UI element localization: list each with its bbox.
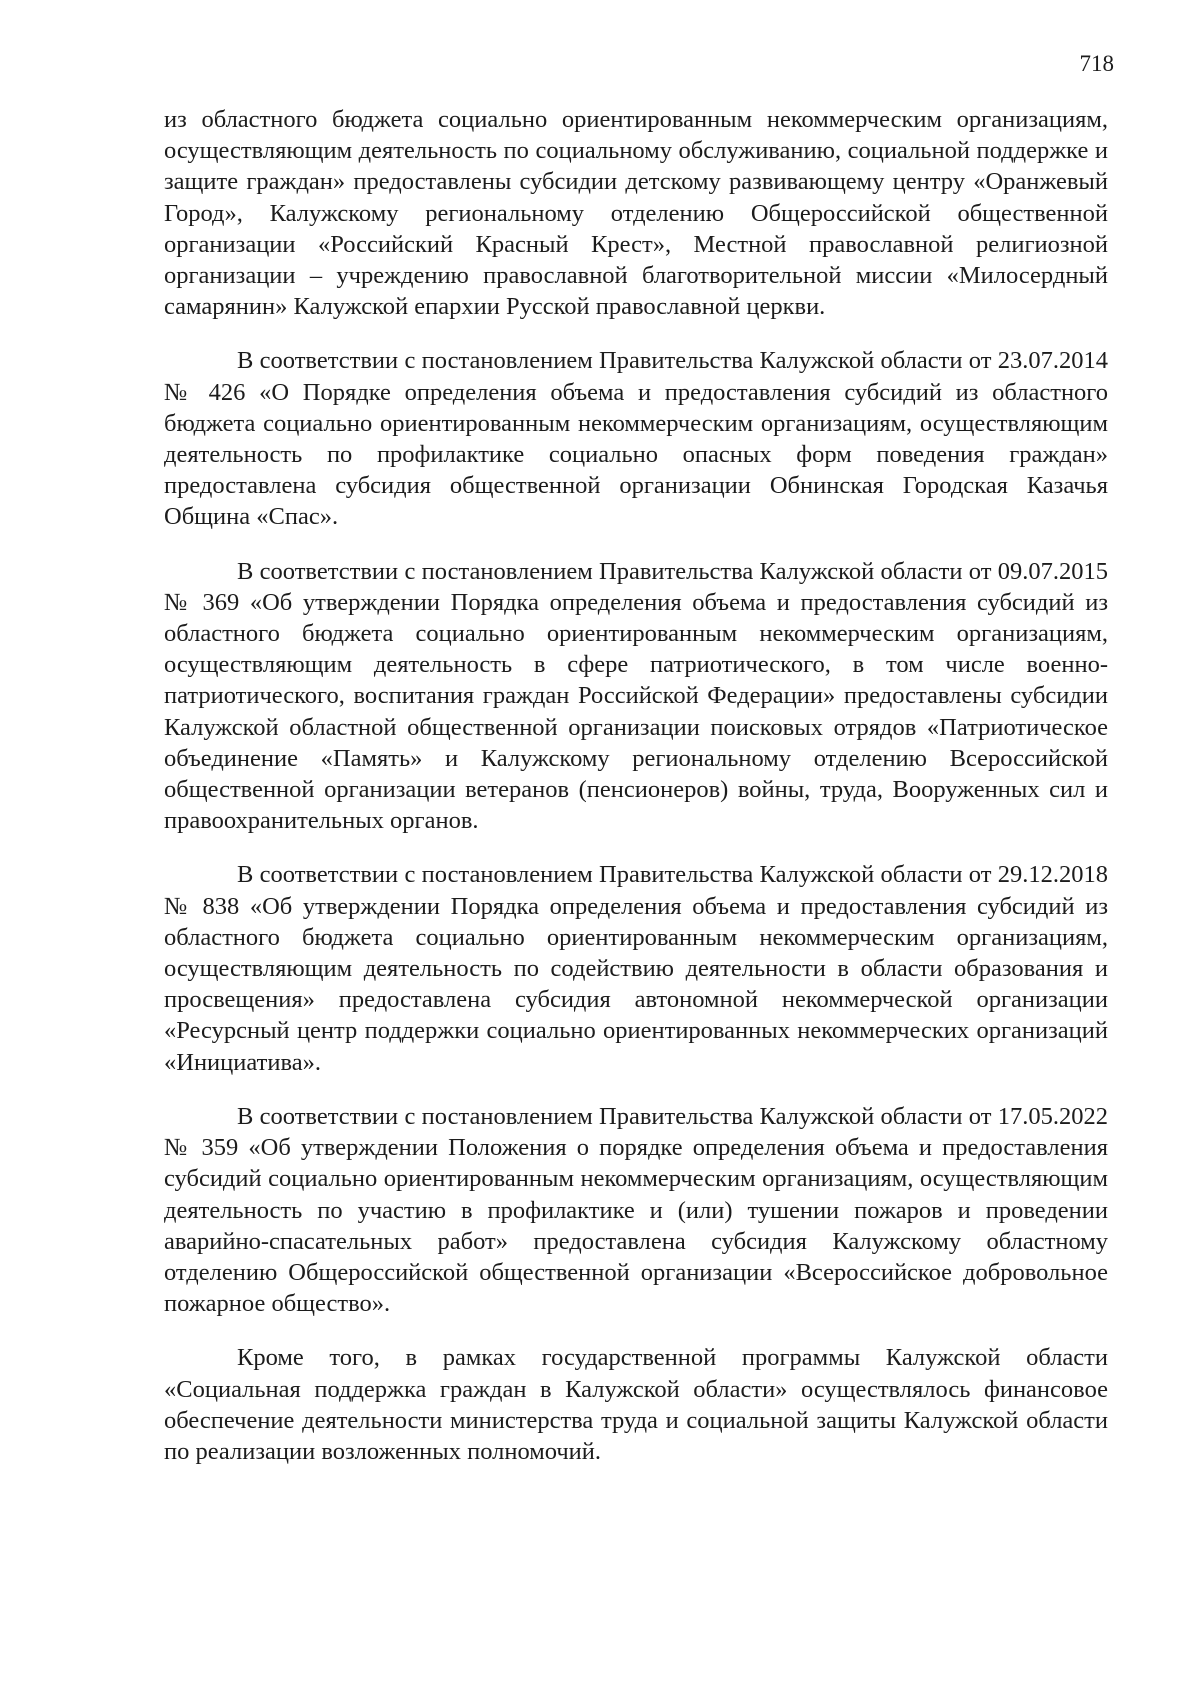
paragraph-decree-369: В соответствии с постановлением Правительства Калужской области от 09.07.2015 № 369 «Об утверждении Порядка определения объема и предоставления субсидий из областного бюджета социально ориентированным некоммерческим организациям, осуществляющим деятельность в сфере патриотического, в том числе военно-патриотического, воспитания граждан Российской Федерации» предоставлены субсидии Калужской областной общественной организации поисковых отрядов «Патриотическое объединение «Память» и Калужскому региональному отделению Всероссийской общественной организации ветеранов (пенсионеров) войны, труда, Вооруженных сил и правоохранительных органов. (164, 557, 1108, 835)
paragraph-continuation: из областного бюджета социально ориентированным некоммерческим организациям, осуществляющим деятельность по социальному обслуживанию, социальной поддержке и защите граждан» предоставлены субсидии детскому развивающему центру «Оранжевый Город», Калужскому региональному отделению Общероссийской общественной организации «Российский Красный Крест», Местной православной религиозной организации – учреждению православной благотворительной миссии «Милосердный самарянин» Калужской епархии Русской православной церкви. (164, 106, 1108, 321)
paragraph-state-program: Кроме того, в рамках государственной программы Калужской области «Социальная поддержка граждан в Калужской области» осуществлялось финансовое обеспечение деятельности министерства труда и социальной защиты Калужской области по реализации возложенных полномочий. (164, 1344, 1108, 1465)
paragraph-decree-359: В соответствии с постановлением Правительства Калужской области от 17.05.2022 № 359 «Об утверждении Положения о порядке определения объема и предоставления субсидий социально ориентированным некоммерческим организациям, осуществляющим деятельность по участию в профилактике и (или) тушении пожаров и проведении аварийно-спасательных работ» предоставлена субсидия Калужскому областному отделению Общероссийской общественной организации «Всероссийское добровольное пожарное общество». (164, 1102, 1108, 1318)
paragraph-decree-426: В соответствии с постановлением Правительства Калужской области от 23.07.2014 № 426 «О Порядке определения объема и предоставления субсидий из областного бюджета социально ориентированным некоммерческим организациям, осуществляющим деятельность по профилактике социально опасных форм поведения граждан» предоставлена субсидия общественной организации Обнинская Городская Казачья Община «Спас». (164, 347, 1108, 531)
paragraph-decree-838: В соответствии с постановлением Правительства Калужской области от 29.12.2018 № 838 «Об утверждении Порядка определения объема и предоставления субсидий из областного бюджета социально ориентированным некоммерческим организациям, осуществляющим деятельность по содействию деятельности в области образования и просвещения» предоставлена субсидия автономной некоммерческой организации «Ресурсный центр поддержки социально ориентированных некоммерческих организаций «Инициатива». (164, 861, 1108, 1076)
document-body (164, 104, 1108, 1490)
page-number: 718 (1079, 51, 1114, 76)
